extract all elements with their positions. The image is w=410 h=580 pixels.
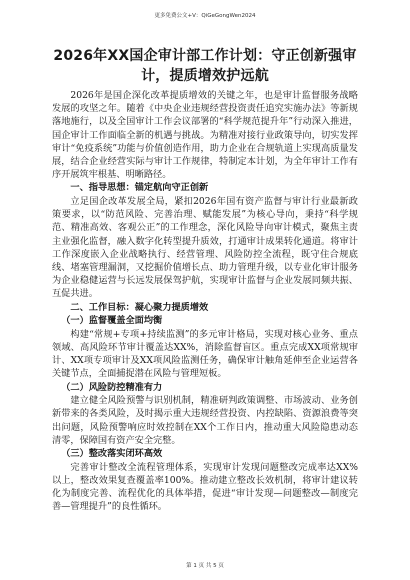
subsection-heading: （一）监督覆盖全面均衡 (61, 315, 163, 327)
section-heading: 二、工作目标：凝心聚力提质增效 (70, 301, 209, 313)
section-heading: 一、指导思想：锚定航向守正创新 (70, 182, 209, 194)
paragraph: 构建“常规+专项+持续监测”的多元审计格局，实现对核心业务、重点领域、高风险环节审计覆盖达XX%，消除监督盲区。重点完成XX项常规审计、XX项专项审计及XX项风险监测任务，确保审计触角延伸至企业运营各关键节点，全面捕捉潜在风险与管理短板。 (52, 328, 358, 380)
paragraph: 建立健全风险预警与识别机制，精准研判政策调整、市场波动、业务创新带来的各类风险，及时揭示重大违规经营投资、内控缺陷、资源浪费等突出问题，风险预警响应时效控制在XX个工作日内，推动重大风险隐患动态清零，保障国有资产安全完整。 (52, 395, 358, 446)
paragraph: 完善审计整改全流程管理体系，实现审计发现问题整改完成率达XX%以上，整改效果复查覆盖率100%。推动建立整改长效机制，将审计建议转化为制度完善、流程优化的具体举措，促进“审计发现—问题整改—制度完善—管理提升”的良性循环。 (52, 461, 358, 513)
document-content (52, 89, 358, 513)
paragraph: 立足国企改革发展全局，紧扣2026年国有资产监督与审计行业最新政策要求，以“防范风险、完善治理、赋能发展”为核心导向，秉持“科学规范、精准高效、客观公正”的工作理念，深化风险导向审计模式，聚焦主责主业强化监督，融入数字化转型提升质效，打通审计成果转化通道。将审计工作深度嵌入企业战略执行、经营管理、风险防控全流程，既守住合规底线、堵塞管理漏洞，又挖掘价值增长点、助力管理升级，以专业化审计服务为企业稳健运营与长远发展保驾护航，实现审计监督与企业发展同频共振、互促共进。 (52, 196, 358, 300)
subsection-heading: （三）整改落实闭环高效 (61, 448, 163, 460)
page-header: 更多免费公文+V：QiGeGongWen2024 (154, 13, 256, 19)
page-footer: 第 1 页 共 5 页 (186, 563, 224, 569)
paragraph: 2026年是国企深化改革提质增效的关键之年，也是审计监督服务战略发展的攻坚之年。随着《中央企业违规经营投资责任追究实施办法》等新规落地施行，以及全国审计工作会议部署的“科学规范提升年”行动深入推进，国企审计工作面临全新的机遇与挑战。为精准对接行业政策导向，切实发挥审计“免疫系统”功能与价值创造作用，助力企业在合规轨道上实现高质量发展，结合企业经营实际与审计工作规律，特制定本计划，为全年审计工作有序开展筑牢根基、明晰路径。 (52, 90, 358, 181)
document-body (52, 46, 358, 513)
subsection-heading: （二）风险防控精准有力 (61, 381, 163, 393)
document-title: 2026年XX国企审计部工作计划：守正创新强审计，提质增效护远航 (53, 48, 357, 84)
